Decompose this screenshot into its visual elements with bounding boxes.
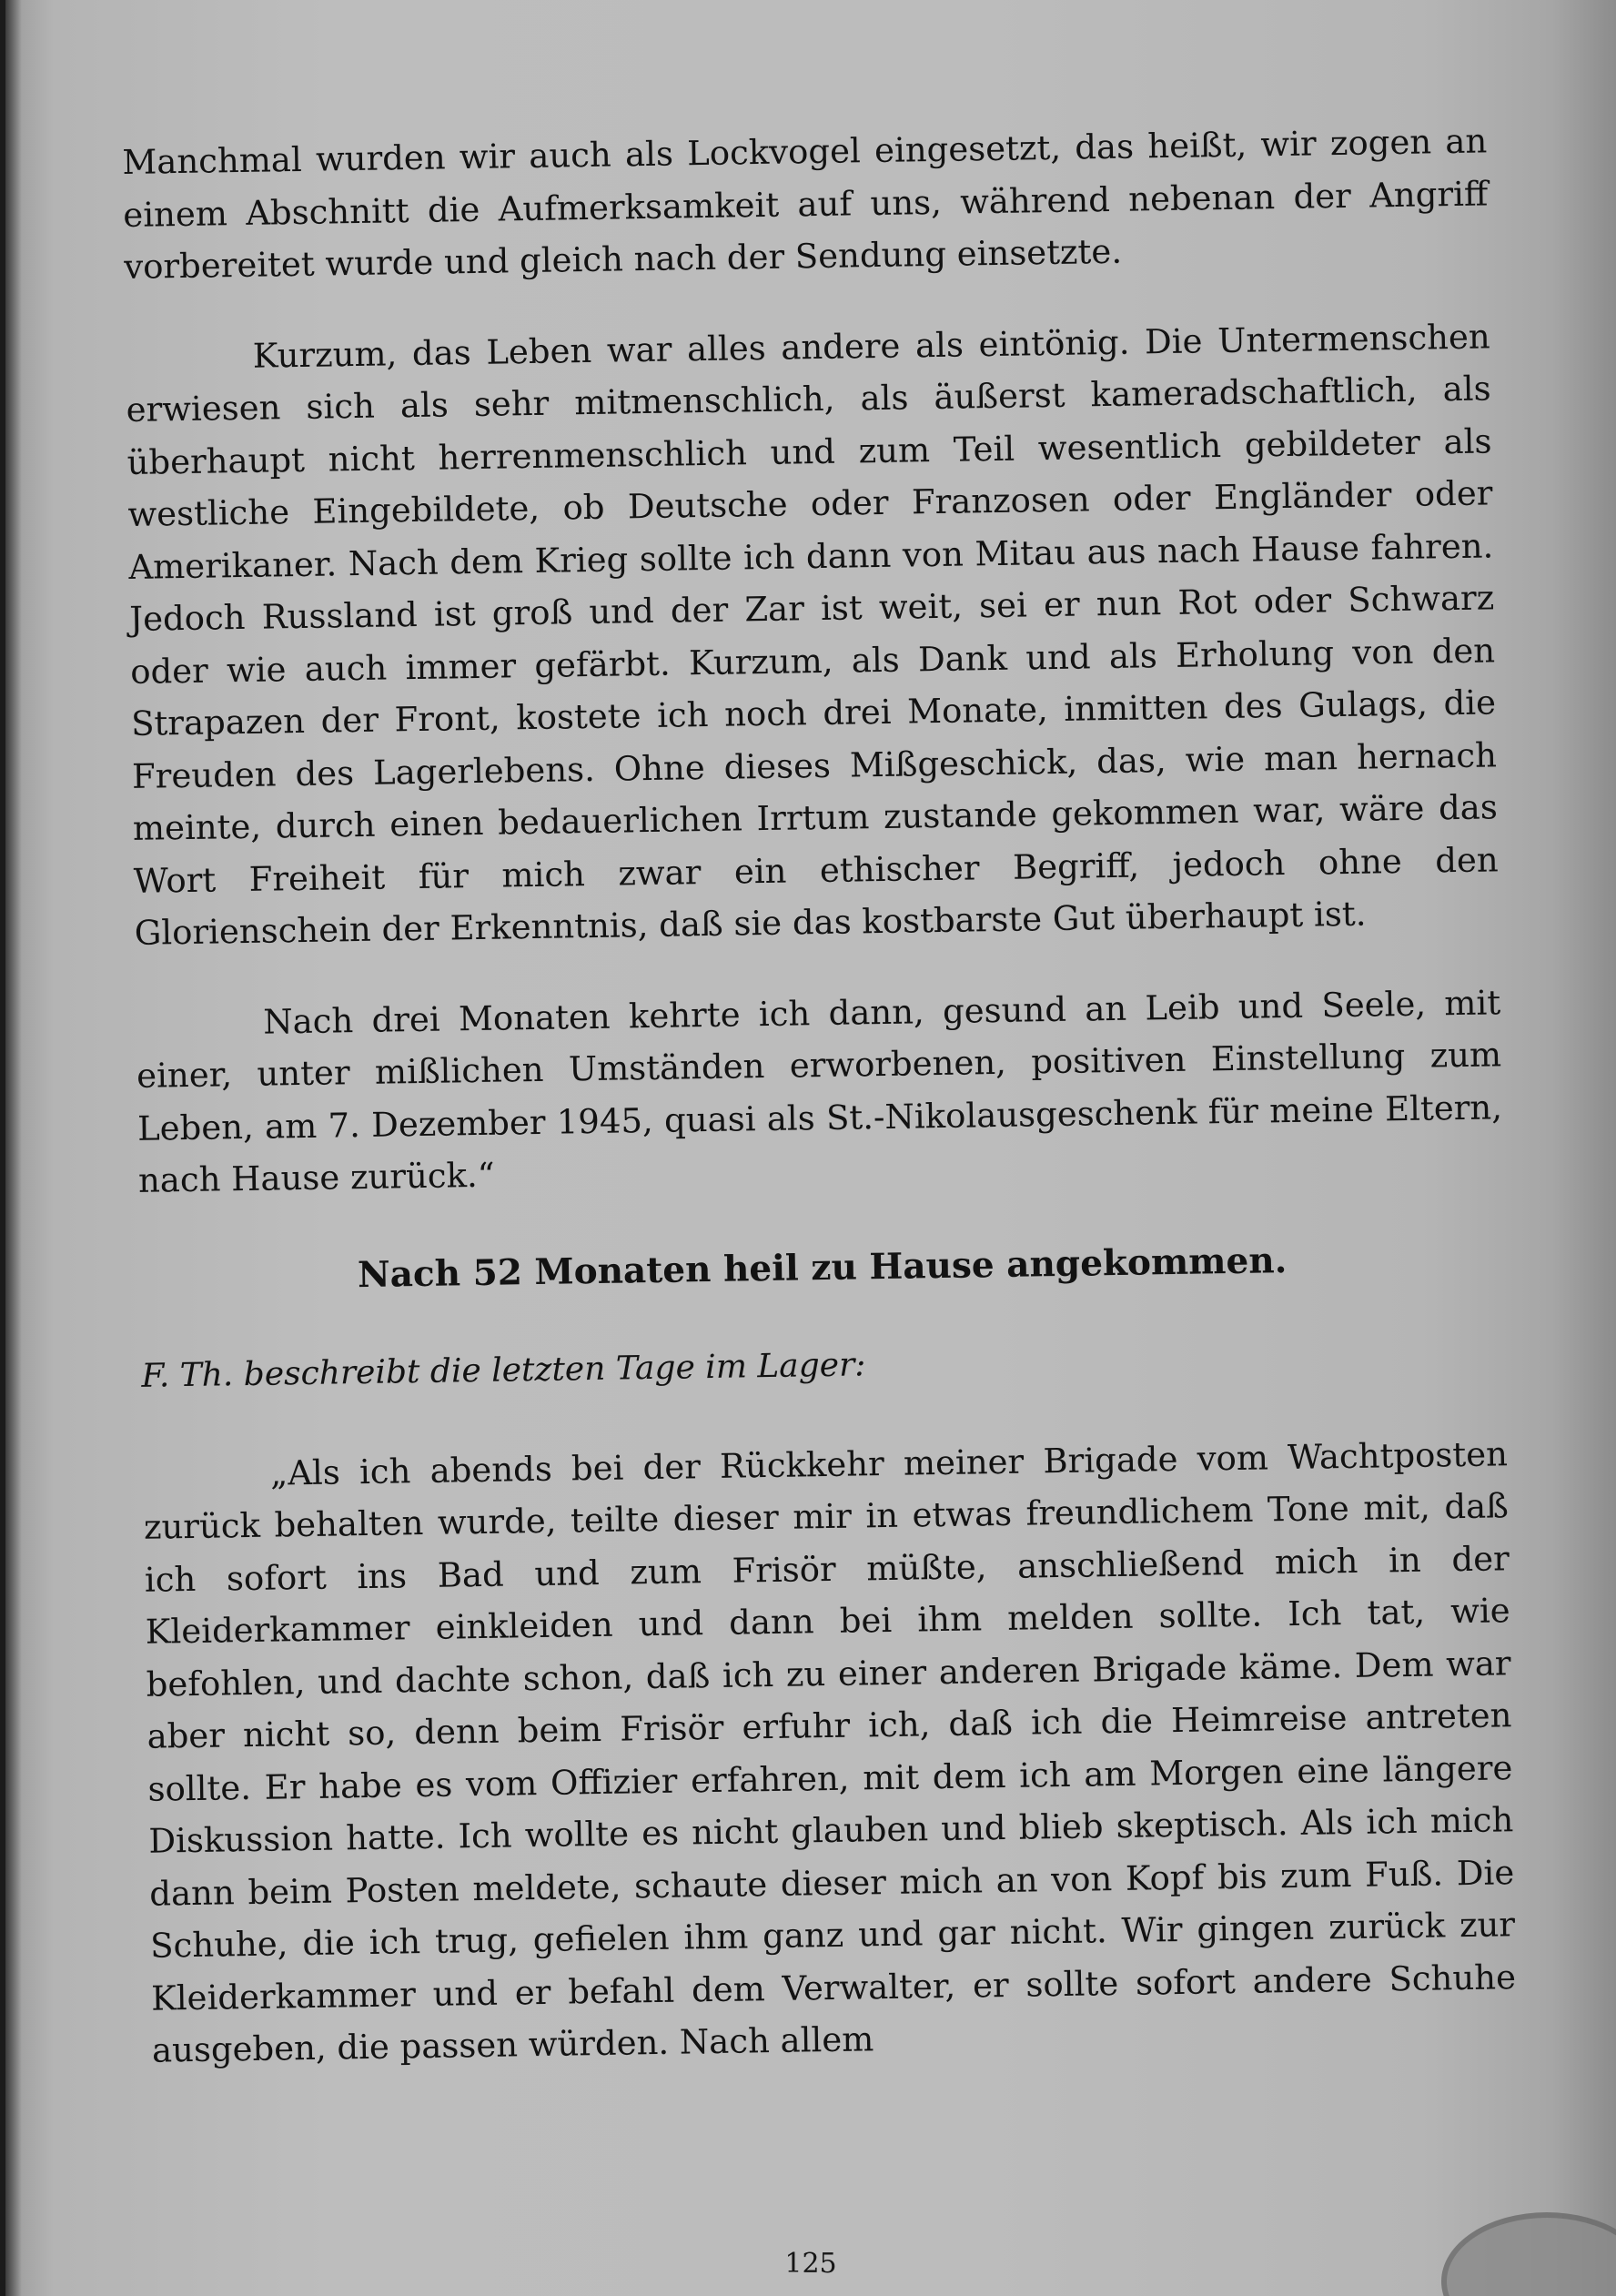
paragraph-kurzum: Kurzum, das Leben war alles andere als eintönig. Die Untermenschen erwiesen sich als sehr mitmenschlich, als äußerst kameradschaftlich, als überhaupt nicht herrenmenschlich und zum Teil wesentlich gebildeter als westliche Eingebildete, ob Deutsche oder Franzosen oder Engländer oder Amerikaner. Nach dem Krieg sollte ich dann von Mitau aus nach Hause fahren. Jedoch Russland ist groß und der Zar ist weit, sei er nun Rot oder Schwarz oder wie auch immer gefärbt. Kurzum, als Dank und als Erholung von den Strapazen der Front, kostete ich noch drei Monate, inmitten des Gulags, die Freuden des Lagerlebens. Ohne dieses Mißgeschick, das, wie man hernach meinte, durch einen bedauerlichen Irrtum zustande gekommen war, wäre das Wort Freiheit für mich zwar ein ethischer Begriff, jedoch ohne den Glorienschein der Erkenntnis, daß sie das kostbarste Gut überhaupt ist. [126, 316, 1500, 953]
paragraph-heimkehr: Nach drei Monaten kehrte ich dann, gesund an Leib und Seele, mit einer, unter mißlichen Umständen erworbenen, positiven Einstellung zum Leben, am 7. Dezember 1945, quasi als St.-Nikolausgeschenk für meine Eltern, nach Hause zurück.“ [136, 982, 1503, 1200]
paragraph-lockvogel: Manchmal wurden wir auch als Lockvogel eingesetzt, das heißt, wir zogen an einem Abschnitt die Aufmerksamkeit auf uns, während nebenan der Angriff vorbereitet wurde und gleich nach der Sendung einsetzte. [122, 121, 1489, 287]
section-subheading: F. Th. beschreibt die letzten Tage im Lager: [141, 1345, 866, 1395]
page-number: 125 [784, 2248, 837, 2280]
section-heading: Nach 52 Monaten heil zu Hause angekommen. [357, 1239, 1288, 1296]
book-page [5, 0, 1616, 2296]
page-text [122, 115, 1517, 2077]
paragraph-lager: „Als ich abends bei der Rückkehr meiner Brigade vom Wachtposten zurück behalten wurde, teilte dieser mir in etwas freundlichem Tone mit, daß ich sofort ins Bad und zum Frisör müßte, anschließend mich in der Kleiderkammer einkleiden und dann bei ihm melden sollte. Ich tat, wie befohlen, und dachte schon, daß ich zu einer anderen Brigade käme. Dem war aber nicht so, denn beim Frisör erfuhr ich, daß ich die Heimreise antreten sollte. Er habe es vom Offizier erfahren, mit dem ich am Morgen eine längere Diskussion hatte. Ich wollte es nicht glauben und blieb skeptisch. Als ich mich dann beim Posten meldete, schaute dieser mich an von Kopf bis zum Fuß. Die Schuhe, die ich trug, gefielen ihm ganz und gar nicht. Wir gingen zurück zur Kleiderkammer und er befahl dem Verwalter, er sollte sofort andere Schuhe ausgeben, die passen würden. Nach allem [143, 1433, 1517, 2070]
corner-object [1441, 2212, 1616, 2296]
page-gutter-shadow [5, 0, 22, 2296]
